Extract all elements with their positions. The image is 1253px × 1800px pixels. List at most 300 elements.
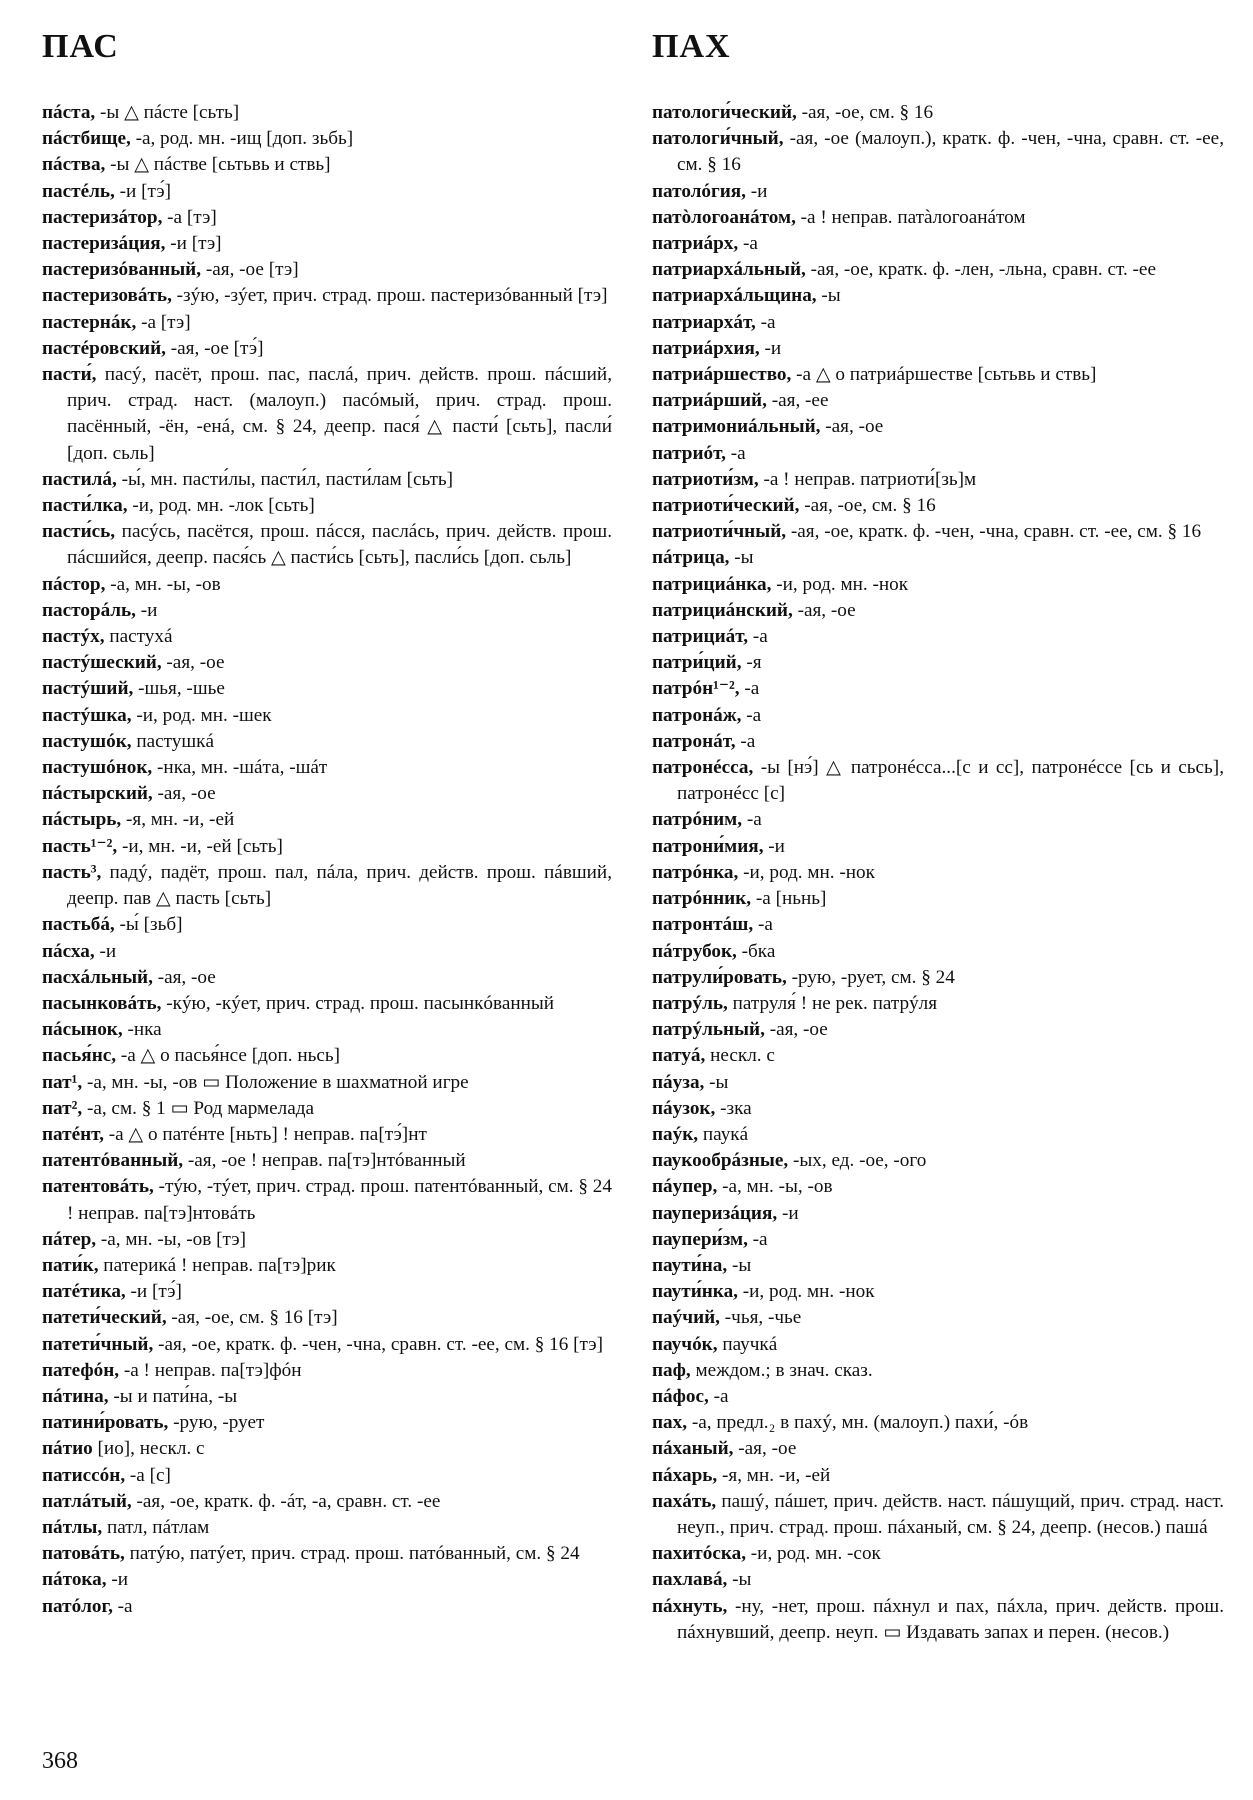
entry-headword: паф,	[652, 1359, 691, 1381]
entry-definition: патл, пáтлам	[102, 1516, 210, 1538]
entry-definition: -шья, -шье	[133, 678, 225, 700]
entry-definition: -а	[748, 626, 768, 648]
dictionary-entry	[652, 807, 1224, 833]
entry-headword: патрони́мия,	[652, 835, 764, 857]
entry-definition: -а, мн. -ы, -ов ▭ Положение в шахматной игре	[82, 1071, 469, 1093]
dictionary-entry	[652, 467, 1224, 493]
dictionary-entry	[652, 1253, 1224, 1279]
entry-definition: -ых, ед. -ое, -ого	[788, 1150, 927, 1172]
dictionary-entry	[42, 152, 612, 178]
entry-definition: -ы △ пáсте [сьть]	[95, 102, 240, 123]
dictionary-entry	[42, 1436, 612, 1462]
dictionary-entry	[652, 860, 1224, 886]
dictionary-entry	[652, 1096, 1224, 1122]
dictionary-entry	[42, 991, 612, 1017]
entry-headword: паýчий,	[652, 1307, 720, 1329]
dictionary-entry	[42, 310, 612, 336]
entry-headword: патòлогоанáтом,	[652, 206, 796, 228]
entry-definition: -а, предл.₂ в пахý, мн. (малоуп.) пахи́, -óв	[687, 1412, 1029, 1434]
dictionary-entry	[42, 1384, 612, 1410]
dictionary-entry	[652, 1070, 1224, 1096]
dictionary-entry	[42, 1070, 612, 1096]
dictionary-entry	[652, 310, 1224, 336]
entry-headword: пáсха,	[42, 940, 95, 962]
dictionary-entry	[652, 1305, 1224, 1331]
entry-headword: пáхарь,	[652, 1464, 718, 1486]
dictionary-entry	[42, 126, 612, 152]
entry-headword: пастушóк,	[42, 730, 132, 752]
entry-definition: -и	[94, 940, 117, 962]
dictionary-entry	[652, 231, 1224, 257]
entry-definition: пасýсь, пасётся, прош. пáсся, паслáсь, прич. действ. прош. пáсшийся, деепр. пася́сь △ пасти́сь [сьть], пасли́сь [доп. сьль]	[67, 521, 612, 569]
dictionary-entry	[652, 1201, 1224, 1227]
dictionary-entry	[652, 336, 1224, 362]
entry-headword: пáстор,	[42, 573, 106, 595]
dictionary-entry	[42, 1489, 612, 1515]
entry-headword: пáста,	[42, 102, 96, 123]
entry-headword: паукообрáзные,	[652, 1150, 789, 1172]
dictionary-entry	[42, 965, 612, 991]
entry-definition: -а [тэ]	[136, 311, 191, 333]
entry-definition: -и [тэ]	[165, 233, 222, 255]
dictionary-entry	[42, 1253, 612, 1279]
entry-definition: -зýю, -зýет, прич. страд. прош. пастеризóванный [тэ]	[171, 285, 608, 307]
entry-headword: патети́ческий,	[42, 1307, 167, 1329]
dictionary-entry	[652, 1567, 1224, 1593]
entry-headword: пасхáльный,	[42, 966, 153, 988]
entry-headword: пасти́сь,	[42, 521, 116, 543]
entry-definition: -ая, -ое (малоуп.), кратк. ф. -чен, -чна, сравн. ст. -ее, см. § 16	[677, 128, 1224, 176]
entry-definition: -ая, -ое, кратк. ф. -чен, -чна, сравн. ст. -ее, см. § 16	[786, 521, 1202, 543]
dictionary-entry	[42, 1017, 612, 1043]
entry-headword: патриáрхия,	[652, 337, 760, 359]
entry-definition: -а △ о патриáршестве [сьтьвь и ствь]	[791, 364, 1097, 386]
dictionary-entry	[42, 1122, 612, 1148]
entry-headword: пáстырь,	[42, 809, 122, 831]
dictionary-entry	[42, 1279, 612, 1305]
entry-headword: патрýль,	[652, 992, 728, 1014]
entry-definition: -зка	[715, 1097, 752, 1119]
entry-definition: пасý, пасёт, прош. пас, паслá, прич. действ. прош. пáсший, прич. страд. наст. (малоуп.) пасóмый, прич. страд. прош. пасённый, -ён, -енá, см. § 24, деепр. пася́ △ пасти́ [сьть], пасли́ [доп. сьль]	[67, 364, 612, 464]
dictionary-entry	[652, 100, 1224, 126]
entry-headword: патуá,	[652, 1045, 706, 1067]
entry-headword: патронáж,	[652, 704, 742, 726]
dictionary-entry	[42, 1410, 612, 1436]
dictionary-entry	[652, 676, 1224, 702]
entry-headword: патиссóн,	[42, 1464, 126, 1486]
entry-headword: пастеризóванный,	[42, 259, 202, 281]
entry-definition: -и, род. мн. -лок [сьть]	[127, 495, 315, 517]
entry-headword: патриóт,	[652, 442, 726, 464]
entry-headword: пасти́лка,	[42, 495, 128, 517]
entry-definition: -ы	[704, 1071, 729, 1093]
entry-definition: -а, мн. -ы, -ов [тэ]	[96, 1228, 246, 1250]
dictionary-entry	[652, 912, 1224, 938]
entry-headword: патриоти́чный,	[652, 521, 787, 543]
dictionary-entry	[652, 519, 1224, 545]
entry-definition: -ая, -ое	[733, 1438, 797, 1460]
entry-headword: патéнт,	[42, 1123, 104, 1145]
entry-definition: междом.; в знач. сказ.	[690, 1359, 873, 1381]
right-guide-word: ПАХ	[652, 28, 731, 65]
dictionary-entry	[42, 1148, 612, 1174]
dictionary-entry	[42, 1043, 612, 1069]
entry-headword: пáханый,	[652, 1438, 734, 1460]
entry-definition: -ая, -ое, см. § 16 [тэ]	[166, 1307, 338, 1329]
entry-definition: -и	[759, 337, 782, 359]
entry-definition: -и, род. мн. -нок	[771, 573, 909, 595]
entry-definition: -ы	[727, 1569, 752, 1591]
entry-definition: -ы	[729, 547, 754, 569]
dictionary-entry	[652, 1358, 1224, 1384]
dictionary-entry	[42, 283, 612, 309]
entry-headword: патини́ровать,	[42, 1412, 169, 1434]
entry-definition: патруля́ ! не рек. патрýля	[727, 992, 938, 1014]
entry-headword: пастушóнок,	[42, 757, 153, 779]
entry-headword: паýк,	[652, 1123, 699, 1145]
entry-definition: -и, мн. -и, -ей [сьть]	[117, 835, 283, 857]
dictionary-entry	[42, 1358, 612, 1384]
dictionary-entry	[652, 414, 1224, 440]
entry-headword: пат²,	[42, 1097, 83, 1119]
entry-headword: пастýшеский,	[42, 652, 162, 674]
entry-headword: патрициáнский,	[652, 599, 793, 621]
entry-definition: -ая, -ое	[764, 1019, 828, 1041]
entry-definition: -ая, -ое	[152, 783, 216, 805]
entry-definition: -ы △ пáстве [сьтьвь и ствь]	[105, 154, 331, 176]
dictionary-entry	[42, 519, 612, 571]
dictionary-entry	[652, 755, 1224, 807]
entry-headword: патриархáльный,	[652, 259, 806, 281]
page-number: 368	[42, 1748, 78, 1774]
dictionary-entry	[652, 1148, 1224, 1174]
entry-headword: пáуза,	[652, 1071, 705, 1093]
entry-definition: паучкá	[717, 1333, 778, 1355]
entry-headword: пáтлы,	[42, 1516, 103, 1538]
dictionary-entry	[42, 1594, 612, 1620]
entry-definition: -ая, -ое, кратк. ф. -áт, -а, сравн. ст. -ее	[131, 1490, 441, 1512]
dictionary-entry	[652, 965, 1224, 991]
entry-headword: патриархáльщина,	[652, 285, 817, 307]
entry-headword: пасторáль,	[42, 599, 136, 621]
entry-definition: -а, мн. -ы, -ов	[717, 1176, 833, 1198]
entry-definition: -а	[738, 233, 758, 255]
dictionary-entry	[42, 598, 612, 624]
left-column	[42, 100, 612, 1620]
dictionary-entry	[652, 886, 1224, 912]
entry-headword: патовáть,	[42, 1543, 125, 1565]
entry-headword: патрóн¹⁻²,	[652, 678, 740, 700]
entry-definition: -а	[755, 311, 776, 333]
entry-headword: патрóнка,	[652, 861, 739, 883]
dictionary-entry	[42, 939, 612, 965]
dictionary-entry	[42, 703, 612, 729]
entry-headword: паупери́зм,	[652, 1228, 748, 1250]
entry-definition: -я, мн. -и, -ей	[717, 1464, 831, 1486]
entry-headword: пáтрица,	[652, 547, 730, 569]
dictionary-entry	[652, 1489, 1224, 1541]
dictionary-entry	[42, 1096, 612, 1122]
entry-definition: -нка	[122, 1019, 162, 1041]
right-column	[652, 100, 1224, 1646]
entry-definition: -а	[747, 1228, 768, 1250]
entry-headword: пáтрубок,	[652, 940, 737, 962]
entry-definition: -а, род. мн. -ищ [доп. зьбь]	[130, 128, 354, 150]
entry-headword: пáтио	[42, 1438, 93, 1460]
entry-headword: пáтер,	[42, 1228, 97, 1250]
entry-headword: патронáт,	[652, 730, 736, 752]
entry-definition: -а [ньнь]	[751, 888, 827, 910]
dictionary-entry	[652, 1043, 1224, 1069]
entry-definition: падý, падёт, прош. пал, пáла, прич. действ. прош. пáвший, деепр. пав △ пасть [сьть]	[67, 861, 612, 910]
entry-definition: -и, род. мн. -нок	[738, 861, 875, 883]
entry-definition: -я, мн. -и, -ей	[121, 809, 235, 831]
entry-definition: [ио], нескл. с	[92, 1438, 205, 1460]
entry-definition: -нка, мн. -шáта, -шáт	[152, 757, 328, 779]
entry-headword: пáтока,	[42, 1569, 107, 1591]
dictionary-entry	[42, 205, 612, 231]
dictionary-entry	[42, 834, 612, 860]
entry-headword: патолóгия,	[652, 180, 746, 202]
entry-headword: паучóк,	[652, 1333, 718, 1355]
entry-definition: -а	[742, 809, 762, 831]
dictionary-entry	[652, 729, 1224, 755]
dictionary-entry	[42, 231, 612, 257]
entry-definition: -ая, -ое, кратк. ф. -лен, -льна, сравн. ст. -ее	[805, 259, 1156, 281]
entry-definition: -и	[745, 180, 768, 202]
dictionary-entry	[42, 493, 612, 519]
entry-definition: -тýю, -тýет, прич. страд. прош. патентóванный, см. § 24 ! неправ. па[тэ]нтовáть	[67, 1176, 612, 1224]
entry-definition: нескл. с	[705, 1045, 775, 1067]
entry-definition: -ы	[727, 1254, 752, 1276]
entry-headword: пахáть,	[652, 1490, 717, 1512]
entry-headword: патриáршество,	[652, 364, 792, 386]
entry-headword: пати́к,	[42, 1254, 99, 1276]
entry-headword: патрициáт,	[652, 626, 749, 648]
entry-definition: пашý, пáшет, прич. действ. наст. пáшущий, прич. страд. наст. неуп., прич. страд. прош. пáханый, см. § 24, деепр. (несов.) пашá	[677, 1490, 1224, 1538]
left-guide-word: ПАС	[42, 28, 119, 65]
dictionary-entry	[42, 624, 612, 650]
entry-definition: -ы и пати́на, -ы	[108, 1385, 238, 1407]
entry-definition: -а	[112, 1595, 133, 1617]
dictionary-entry	[42, 1515, 612, 1541]
entry-definition: -и [тэ́]	[114, 180, 171, 202]
entry-headword: пастилá,	[42, 468, 117, 490]
dictionary-entry	[42, 912, 612, 938]
dictionary-entry	[42, 467, 612, 493]
entry-definition: -и, род. мн. -сок	[746, 1543, 881, 1565]
dictionary-entry	[42, 1305, 612, 1331]
entry-headword: пахитóска,	[652, 1543, 746, 1565]
entry-definition: -а ! неправ. па[тэ]фóн	[119, 1359, 302, 1381]
entry-headword: паути́на,	[652, 1254, 728, 1276]
entry-definition: -ая, -ее	[766, 390, 829, 412]
entry-headword: пáстбище,	[42, 128, 131, 150]
entry-definition: -и	[763, 835, 785, 857]
entry-definition: -ая, -ое, см. § 16	[799, 495, 936, 517]
dictionary-entry	[652, 283, 1224, 309]
dictionary-entry	[652, 1122, 1224, 1148]
entry-definition: -а △ о пасья́нсе [доп. ньсь]	[116, 1045, 340, 1067]
dictionary-entry	[42, 1227, 612, 1253]
entry-headword: пáтина,	[42, 1385, 109, 1407]
entry-definition: -а [с]	[125, 1464, 171, 1486]
entry-headword: пáсынок,	[42, 1019, 123, 1041]
entry-definition: паукá	[698, 1123, 749, 1145]
entry-headword: пáства,	[42, 154, 106, 176]
entry-definition: -я	[741, 652, 762, 674]
entry-headword: пастеризáция,	[42, 233, 166, 255]
dictionary-entry	[652, 1410, 1224, 1436]
entry-definition: -ая, -ое ! неправ. па[тэ]нтóванный	[183, 1150, 466, 1172]
entry-headword: пастéровский,	[42, 337, 166, 359]
entry-definition: -ы́ [зьб]	[114, 914, 183, 936]
dictionary-entry	[652, 126, 1224, 178]
dictionary-entry	[42, 676, 612, 702]
entry-headword: пастýший,	[42, 678, 134, 700]
dictionary-entry	[42, 257, 612, 283]
dictionary-entry	[652, 1594, 1224, 1646]
entry-headword: пасынковáть,	[42, 992, 162, 1014]
dictionary-entry	[652, 1279, 1224, 1305]
dictionary-entry	[652, 545, 1224, 571]
entry-definition: -ы	[816, 285, 841, 307]
entry-definition: патерикá ! неправ. па[тэ]рик	[98, 1254, 336, 1276]
dictionary-entry	[652, 1227, 1224, 1253]
entry-definition: -а ! неправ. патàлогоанáтом	[795, 206, 1026, 228]
entry-definition: -а	[735, 730, 756, 752]
entry-definition: -рую, -рует, см. § 24	[786, 966, 955, 988]
entry-definition: пастухá	[104, 626, 173, 648]
dictionary-entry	[652, 441, 1224, 467]
entry-definition: патýю, патýет, прич. страд. прош. патóванный, см. § 24	[124, 1543, 580, 1565]
dictionary-entry	[652, 572, 1224, 598]
entry-headword: патентóванный,	[42, 1150, 184, 1172]
dictionary-entry	[652, 1541, 1224, 1567]
dictionary-entry	[42, 336, 612, 362]
entry-headword: патри́ций,	[652, 652, 742, 674]
dictionary-entry	[652, 1332, 1224, 1358]
dictionary-entry	[42, 1541, 612, 1567]
entry-headword: пахлавá,	[652, 1569, 728, 1591]
entry-headword: пастьбá,	[42, 914, 115, 936]
entry-definition: -и	[135, 599, 158, 621]
entry-definition: -а △ о патéнте [ньть] ! неправ. па[тэ́]нт	[103, 1123, 427, 1145]
entry-definition: -а ! неправ. патриоти́[зь]м	[758, 468, 977, 490]
entry-definition: пастушкá	[131, 730, 215, 752]
entry-headword: пáупер,	[652, 1176, 718, 1198]
entry-definition: -ая, -ое, кратк. ф. -чен, -чна, сравн. ст. -ее, см. § 16 [тэ]	[153, 1333, 603, 1355]
dictionary-entry	[652, 991, 1224, 1017]
dictionary-entry	[42, 781, 612, 807]
dictionary-entry	[42, 755, 612, 781]
entry-headword: пат¹,	[42, 1071, 83, 1093]
entry-definition: -и	[777, 1202, 799, 1224]
entry-definition: -а, мн. -ы, -ов	[105, 573, 221, 595]
entry-headword: пáхнуть,	[652, 1595, 728, 1617]
entry-headword: пастеризáтор,	[42, 206, 163, 228]
dictionary-entry	[42, 1174, 612, 1226]
entry-definition: -и, род. мн. -нок	[737, 1281, 875, 1303]
dictionary-entry	[42, 1332, 612, 1358]
dictionary-entry	[652, 388, 1224, 414]
dictionary-entry	[42, 807, 612, 833]
dictionary-entry	[652, 1463, 1224, 1489]
dictionary-entry	[652, 205, 1224, 231]
entry-definition: -а [тэ]	[162, 206, 217, 228]
entry-headword: патронéсса,	[652, 757, 754, 779]
entry-definition: -ая, -ое	[820, 416, 884, 438]
entry-headword: пасть³,	[42, 861, 102, 883]
dictionary-entry	[652, 703, 1224, 729]
dictionary-entry	[652, 598, 1224, 624]
entry-headword: патлáтый,	[42, 1490, 132, 1512]
entry-headword: патриáрший,	[652, 390, 767, 412]
dictionary-entry	[652, 493, 1224, 519]
entry-definition: -и [тэ́]	[125, 1281, 182, 1303]
dictionary-entry	[652, 834, 1224, 860]
dictionary-entry	[652, 1174, 1224, 1200]
dictionary-entry	[652, 624, 1224, 650]
entry-headword: пастýх,	[42, 626, 105, 648]
entry-headword: патологи́ческий,	[652, 102, 797, 123]
entry-headword: патронтáш,	[652, 914, 754, 936]
entry-definition: -а	[753, 914, 773, 936]
dictionary-entry	[652, 1017, 1224, 1043]
entry-definition: -а	[739, 678, 760, 700]
entry-headword: пастеризовáть,	[42, 285, 172, 307]
dictionary-entry	[652, 1384, 1224, 1410]
entry-headword: пáстырский,	[42, 783, 153, 805]
entry-definition: -бка	[736, 940, 776, 962]
dictionary-entry	[652, 179, 1224, 205]
entry-headword: пастýшка,	[42, 704, 132, 726]
entry-headword: патрóним,	[652, 809, 743, 831]
entry-headword: патриоти́ческий,	[652, 495, 800, 517]
entry-definition: -ы [нэ́] △ патронéсса...[с и сс], патронéссе [сь и сьсь], патронéсс [с]	[677, 757, 1224, 805]
entry-headword: пауперизáция,	[652, 1202, 778, 1224]
entry-headword: патети́чный,	[42, 1333, 154, 1355]
dictionary-entry	[652, 939, 1224, 965]
entry-headword: пастéль,	[42, 180, 115, 202]
entry-definition: -ну, -нет, прош. пáхнул и пах, пáхла, прич. действ. прош. пáхнувший, деепр. неуп. ▭ Издавать запах и перен. (несов.)	[677, 1595, 1224, 1643]
entry-headword: пасть¹⁻²,	[42, 835, 118, 857]
dictionary-entry	[652, 1436, 1224, 1462]
dictionary-entry	[42, 860, 612, 912]
dictionary-entry	[652, 362, 1224, 388]
entry-headword: паути́нка,	[652, 1281, 738, 1303]
entry-definition: -ая, -ое [тэ]	[201, 259, 299, 281]
entry-headword: пах,	[652, 1412, 688, 1434]
entry-definition: -ы́, мн. пасти́лы, пасти́л, пасти́лам [сьть]	[116, 468, 454, 490]
dictionary-entry	[652, 650, 1224, 676]
entry-definition: -а	[725, 442, 746, 464]
entry-definition: -ая, -ое [тэ́]	[165, 337, 264, 359]
entry-headword: патриархáт,	[652, 311, 756, 333]
dictionary-entry	[42, 572, 612, 598]
dictionary-entry	[42, 179, 612, 205]
dictionary-entry	[42, 1463, 612, 1489]
dictionary-entry	[42, 100, 612, 126]
entry-definition: -ая, -ое	[152, 966, 216, 988]
entry-headword: патефóн,	[42, 1359, 120, 1381]
entry-definition: -ая, -ое	[792, 599, 856, 621]
entry-definition: -и, род. мн. -шек	[131, 704, 272, 726]
entry-headword: пасья́нс,	[42, 1045, 117, 1067]
dictionary-entry	[42, 362, 612, 467]
entry-headword: патриоти́зм,	[652, 468, 759, 490]
dictionary-entry	[42, 729, 612, 755]
